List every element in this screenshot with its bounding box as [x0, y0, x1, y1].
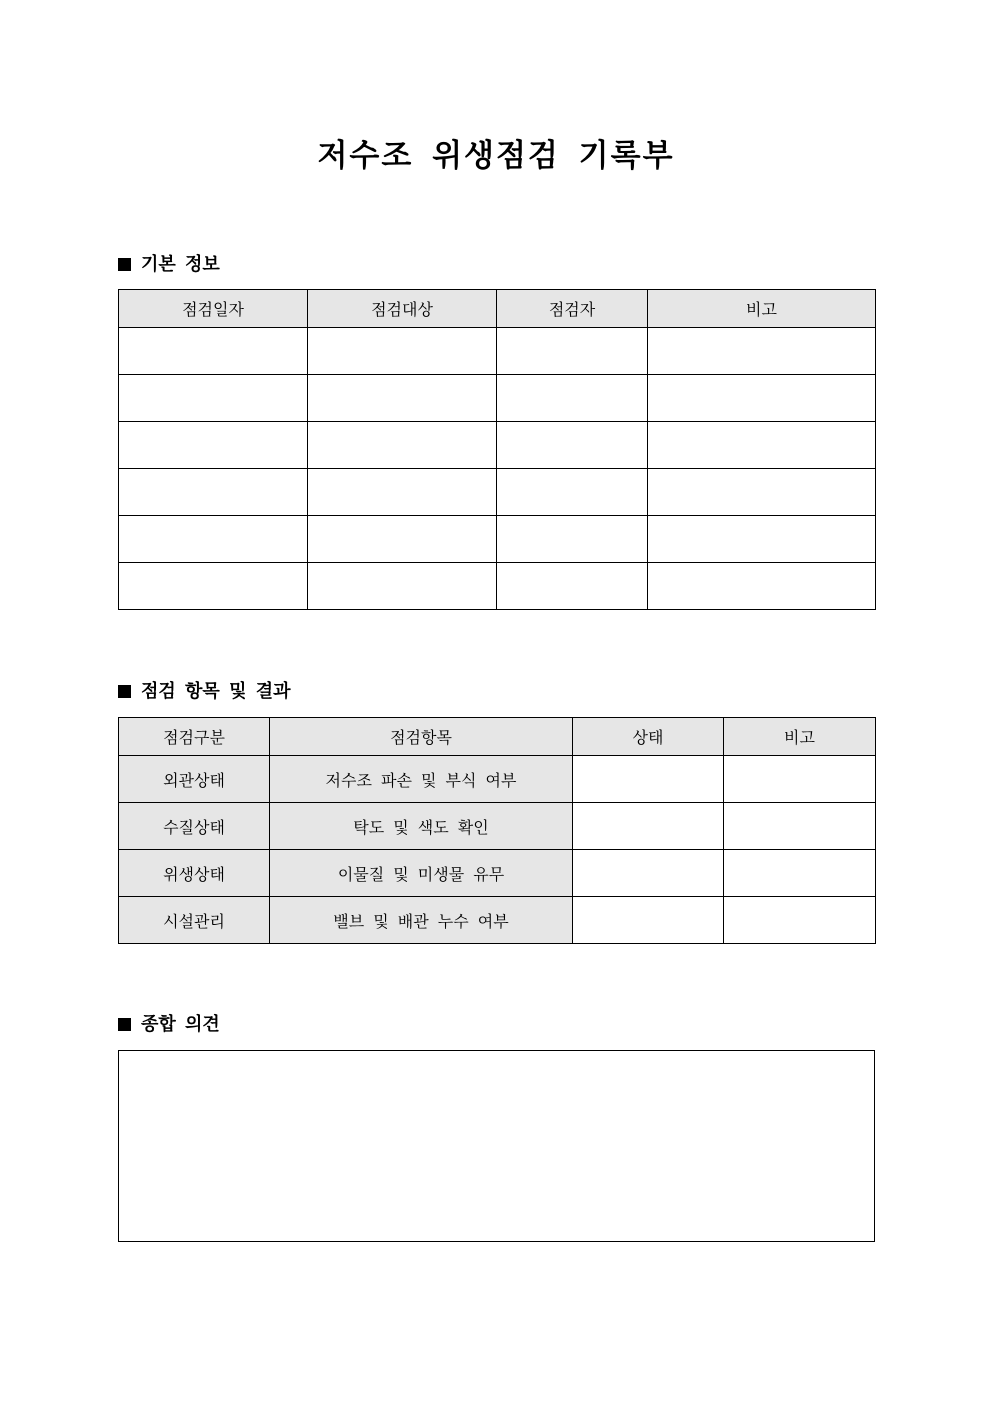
inspection-target-cell[interactable] — [308, 328, 497, 375]
section-heading-label: 점검 항목 및 결과 — [141, 681, 291, 702]
remarks-cell[interactable] — [724, 897, 876, 944]
section-heading-basic-info — [118, 253, 220, 277]
inspector-cell[interactable] — [497, 375, 648, 422]
inspection-target-cell[interactable] — [308, 422, 497, 469]
status-cell[interactable] — [573, 803, 724, 850]
remarks-cell[interactable] — [724, 803, 876, 850]
status-cell[interactable] — [573, 850, 724, 897]
column-header-inspection-date: 점검일자 — [119, 290, 308, 328]
inspection-target-cell[interactable] — [308, 375, 497, 422]
status-cell[interactable] — [573, 756, 724, 803]
column-header-remarks: 비고 — [648, 290, 876, 328]
inspector-cell[interactable] — [497, 469, 648, 516]
inspection-target-cell[interactable] — [308, 516, 497, 563]
remarks-cell[interactable] — [648, 563, 876, 610]
item-cell: 탁도 및 색도 확인 — [270, 803, 573, 850]
section-heading-opinion — [118, 1013, 220, 1037]
column-header-item: 점검항목 — [270, 718, 573, 756]
table-row — [119, 469, 876, 516]
section-heading-label: 기본 정보 — [141, 254, 220, 275]
table-row — [119, 516, 876, 563]
item-cell: 저수조 파손 및 부식 여부 — [270, 756, 573, 803]
table-row — [119, 563, 876, 610]
table-row — [119, 897, 876, 944]
column-header-status: 상태 — [573, 718, 724, 756]
table-row — [119, 803, 876, 850]
inspection-target-cell[interactable] — [308, 469, 497, 516]
table-header-row — [119, 718, 876, 756]
remarks-cell[interactable] — [648, 422, 876, 469]
inspector-cell[interactable] — [497, 422, 648, 469]
inspection-date-cell[interactable] — [119, 375, 308, 422]
table-row — [119, 375, 876, 422]
table-header-row — [119, 290, 876, 328]
remarks-cell[interactable] — [648, 328, 876, 375]
inspector-cell[interactable] — [497, 328, 648, 375]
inspection-table — [118, 717, 876, 944]
table-row — [119, 422, 876, 469]
inspector-cell[interactable] — [497, 563, 648, 610]
category-cell: 위생상태 — [119, 850, 270, 897]
column-header-inspection-target: 점검대상 — [308, 290, 497, 328]
inspection-date-cell[interactable] — [119, 422, 308, 469]
opinion-textbox[interactable] — [118, 1050, 875, 1242]
column-header-remarks: 비고 — [724, 718, 876, 756]
inspector-cell[interactable] — [497, 516, 648, 563]
remarks-cell[interactable] — [648, 469, 876, 516]
inspection-date-cell[interactable] — [119, 469, 308, 516]
page-title: 저수조 위생점검 기록부 — [317, 138, 675, 174]
table-row — [119, 850, 876, 897]
square-bullet-icon — [118, 685, 131, 698]
inspection-date-cell[interactable] — [119, 516, 308, 563]
category-cell: 수질상태 — [119, 803, 270, 850]
square-bullet-icon — [118, 258, 131, 271]
square-bullet-icon — [118, 1018, 131, 1031]
remarks-cell[interactable] — [724, 756, 876, 803]
remarks-cell[interactable] — [648, 516, 876, 563]
column-header-category: 점검구분 — [119, 718, 270, 756]
inspection-target-cell[interactable] — [308, 563, 497, 610]
basic-info-table — [118, 289, 876, 610]
remarks-cell[interactable] — [648, 375, 876, 422]
column-header-inspector: 점검자 — [497, 290, 648, 328]
item-cell: 이물질 및 미생물 유무 — [270, 850, 573, 897]
remarks-cell[interactable] — [724, 850, 876, 897]
category-cell: 외관상태 — [119, 756, 270, 803]
table-row — [119, 328, 876, 375]
section-heading-inspection — [118, 680, 291, 704]
item-cell: 밸브 및 배관 누수 여부 — [270, 897, 573, 944]
inspection-date-cell[interactable] — [119, 328, 308, 375]
status-cell[interactable] — [573, 897, 724, 944]
category-cell: 시설관리 — [119, 897, 270, 944]
table-row — [119, 756, 876, 803]
inspection-date-cell[interactable] — [119, 563, 308, 610]
section-heading-label: 종합 의견 — [141, 1014, 220, 1035]
